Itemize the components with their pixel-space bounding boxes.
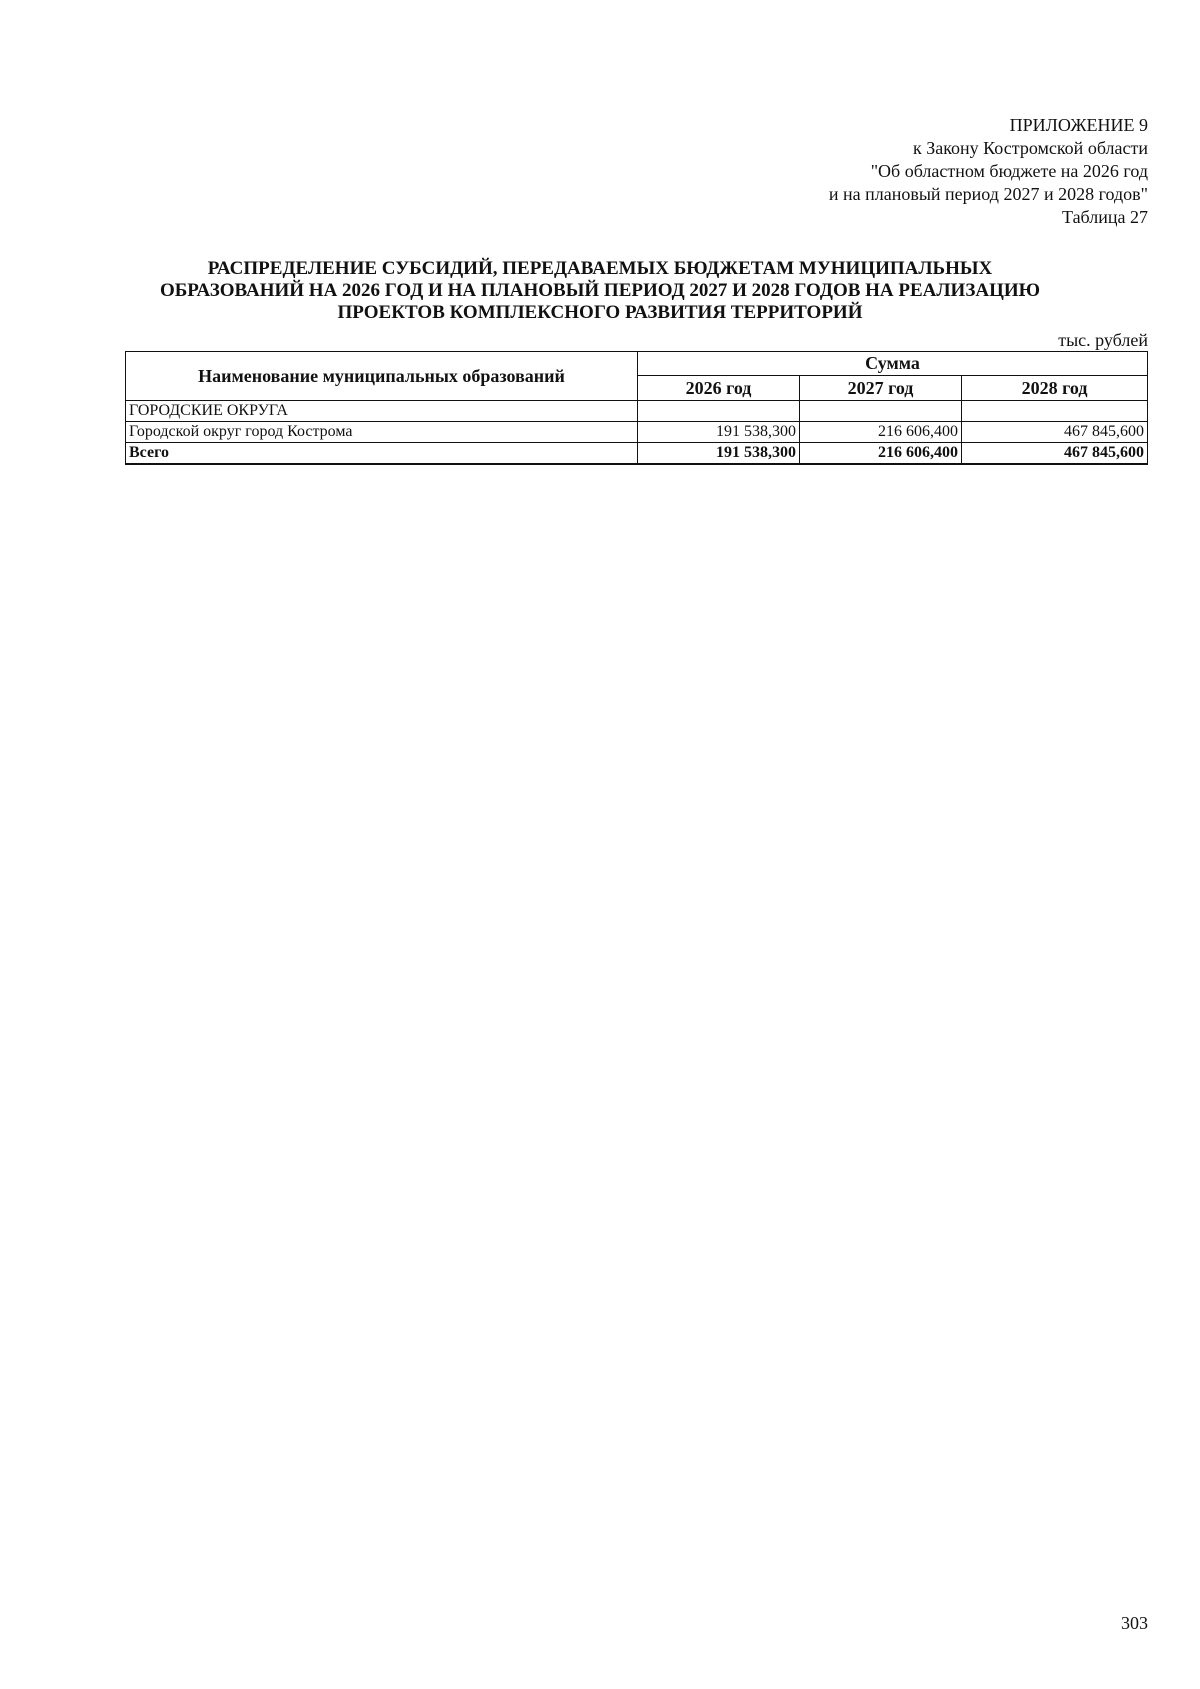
appendix-header bbox=[829, 114, 1148, 229]
subsidy-table bbox=[125, 351, 1148, 465]
page-number: 303 bbox=[1121, 1613, 1148, 1633]
column-header-2027: 2027 год bbox=[800, 376, 962, 401]
title-line-2: ОБРАЗОВАНИЙ НА 2026 ГОД И НА ПЛАНОВЫЙ ПЕРИОД 2027 И 2028 ГОДОВ НА РЕАЛИЗАЦИЮ bbox=[159, 280, 1041, 301]
total-label-cell: Всего bbox=[126, 443, 638, 465]
total-2026-cell: 191 538,300 bbox=[638, 443, 800, 465]
empty-cell bbox=[800, 401, 962, 422]
table-total-row bbox=[126, 443, 1148, 465]
empty-cell bbox=[638, 401, 800, 422]
total-2028-cell: 467 845,600 bbox=[962, 443, 1148, 465]
appendix-law-title-continued: и на плановый период 2027 и 2028 годов" bbox=[828, 184, 1148, 204]
title-line-3: ПРОЕКТОВ КОМПЛЕКСНОГО РАЗВИТИЯ ТЕРРИТОРИЙ bbox=[337, 302, 863, 323]
column-header-sum: Сумма bbox=[638, 352, 1148, 376]
table-number: Таблица 27 bbox=[1062, 207, 1148, 227]
amount-2028-cell: 467 845,600 bbox=[962, 422, 1148, 443]
units-label: тыс. рублей bbox=[1058, 330, 1148, 350]
group-name-cell: ГОРОДСКИЕ ОКРУГА bbox=[126, 401, 638, 422]
appendix-law-reference: к Закону Костромской области bbox=[912, 138, 1148, 158]
amount-2027-cell: 216 606,400 bbox=[800, 422, 962, 443]
table-row bbox=[126, 422, 1148, 443]
title-line-1: РАСПРЕДЕЛЕНИЕ СУБСИДИЙ, ПЕРЕДАВАЕМЫХ БЮДЖЕТАМ МУНИЦИПАЛЬНЫХ bbox=[207, 258, 993, 279]
column-header-name: Наименование муниципальных образований bbox=[126, 352, 638, 401]
table-header-row bbox=[126, 352, 1148, 376]
table-row-group bbox=[126, 401, 1148, 422]
document-title bbox=[110, 258, 1090, 324]
appendix-law-title: "Об областном бюджете на 2026 год bbox=[870, 161, 1148, 181]
total-2027-cell: 216 606,400 bbox=[800, 443, 962, 465]
column-header-2026: 2026 год bbox=[638, 376, 800, 401]
column-header-2028: 2028 год bbox=[962, 376, 1148, 401]
amount-2026-cell: 191 538,300 bbox=[638, 422, 800, 443]
municipality-name-cell: Городской округ город Кострома bbox=[126, 422, 638, 443]
appendix-number: ПРИЛОЖЕНИЕ 9 bbox=[1009, 115, 1148, 135]
empty-cell bbox=[962, 401, 1148, 422]
